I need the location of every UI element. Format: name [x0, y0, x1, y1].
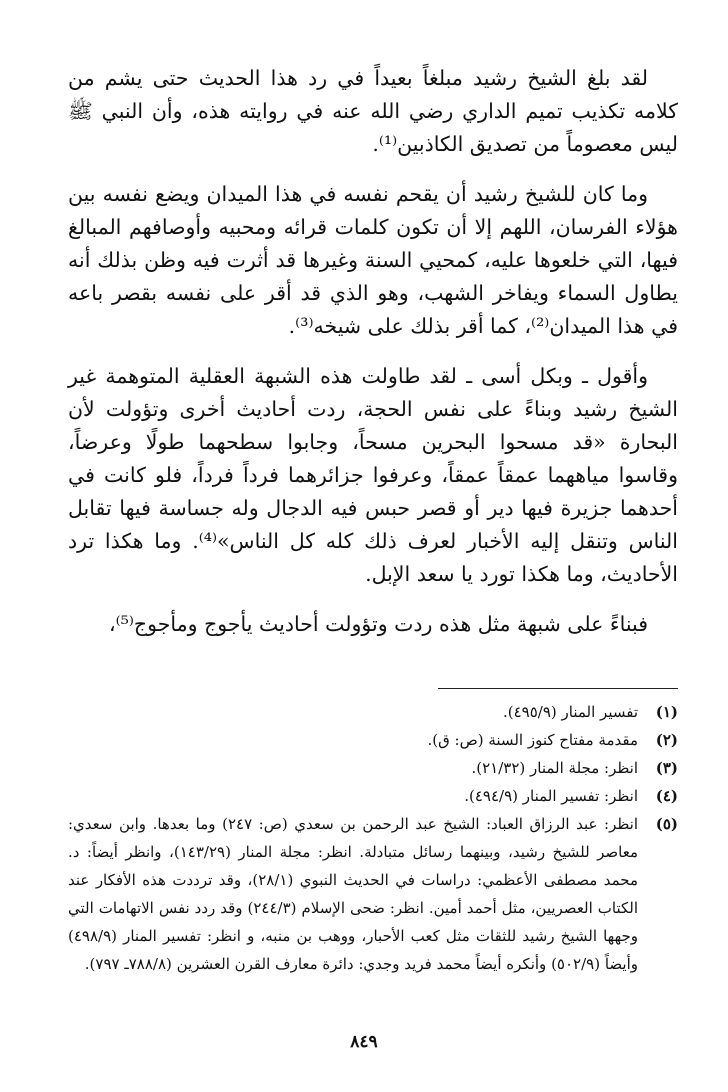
footnote-number: (١) [655, 703, 678, 721]
footnote-number: (٣) [655, 759, 678, 777]
paragraph-1: لقد بلغ الشيخ رشيد مبلغاً بعيداً في رد هذا الحديث حتى يشم من كلامه تكذيب تميم الداري رضي الله عنه في روايته هذه، وأن النبي ﷺ ليس معصوماً من تصديق الكاذبين⁽¹⁾. [68, 66, 678, 156]
footnote-divider [438, 688, 678, 689]
page-number: ٨٤٩ [350, 1032, 378, 1052]
paragraph-3: وأقول ـ وبكل أسى ـ لقد طاولت هذه الشبهة العقلية المتوهمة غير الشيخ رشيد وبناءً على نفس الحجة، ردت أحاديث أخرى وتؤولت لأن البحارة «قد مسحوا البحرين مسحاً، وجابوا سطحهما طولًا وعرضاً، وقاسوا مياههما عمقاً عمقاً، وعرفوا جزائرهما فرداً فرداً، فلو كانت في أحدهما جزيرة فيها دير أو قصر حبس فيه الدجال وله جساسة فيها تقابل الناس وتنقل إليه الأخبار لعرف ذلك كله كل الناس»⁽⁴⁾. وما هكذا ترد الأحاديث، وما هكذا تورد يا سعد الإبل. [68, 364, 678, 586]
footnote-number: (٤) [655, 787, 678, 805]
paragraph-2: وما كان للشيخ رشيد أن يقحم نفسه في هذا الميدان ويضع نفسه بين هؤلاء الفرسان، اللهم إلا أن تكون كلمات قرائه ومحبيه وأوصافهم المبالغ فيها، التي خلعوها عليه، كمحيي السنة وغيرها قد أثرت فيه وظن بذلك أنه يطاول السماء ويفاخر الشهب، وهو الذي قد أقر على نفسه بقصر باعه في هذا الميدان⁽²⁾، كما أقر بذلك على شيخه⁽³⁾. [68, 182, 678, 338]
footnote-4 [68, 782, 678, 810]
footnote-text: انظر: مجلة المنار (٢١/٣٢). [471, 759, 638, 777]
footnote-2 [68, 726, 678, 754]
main-text [68, 62, 678, 641]
footnote-number: (٢) [655, 731, 678, 749]
paragraph-4: فبناءً على شبهة مثل هذه ردت وتؤولت أحاديث يأجوج ومأجوج⁽⁵⁾، [109, 612, 648, 636]
footnote-text: تفسير المنار (٤٩٥/٩). [503, 703, 638, 721]
footnote-text: انظر: عبد الرزاق العباد: الشيخ عبد الرحمن بن سعدي (ص: ٢٤٧) وما بعدها. وابن سعدي: معاصر للشيخ رشيد، وبينهما رسائل متبادلة. انظر: مجلة المنار (١٤٣/٢٩)، وانظر أيضاً: د. محمد مصطفى الأعظمي: دراسات في الحديث النبوي (٢٨/١)، وقد ترددت هذه الأفكار عند الكتاب العصريين، مثل أحمد أمين. انظر: ضحى الإسلام (٢٤٤/٣) وقد ردد نفس الاتهامات التي وجهها الشيخ رشيد للثقات مثل كعب الأحبار، ووهب بن منبه، و انظر: تفسير المنار (٤٩٨/٩) وأيضاً (٥٠٢/٩) وأنكره أيضاً محمد فريد وجدي: دائرة معارف القرن العشرين (٧٨٨/٨ـ ٧٩٧). [68, 815, 639, 973]
footnote-text: مقدمة مفتاح كنوز السنة (ص: ق). [427, 731, 638, 749]
footnotes [68, 698, 678, 978]
footnote-5 [68, 810, 678, 978]
footnote-text: انظر: تفسير المنار (٤٩٤/٩). [464, 787, 638, 805]
footnote-3 [68, 754, 678, 782]
footnote-1 [68, 698, 678, 726]
footnote-number: (٥) [655, 815, 678, 833]
